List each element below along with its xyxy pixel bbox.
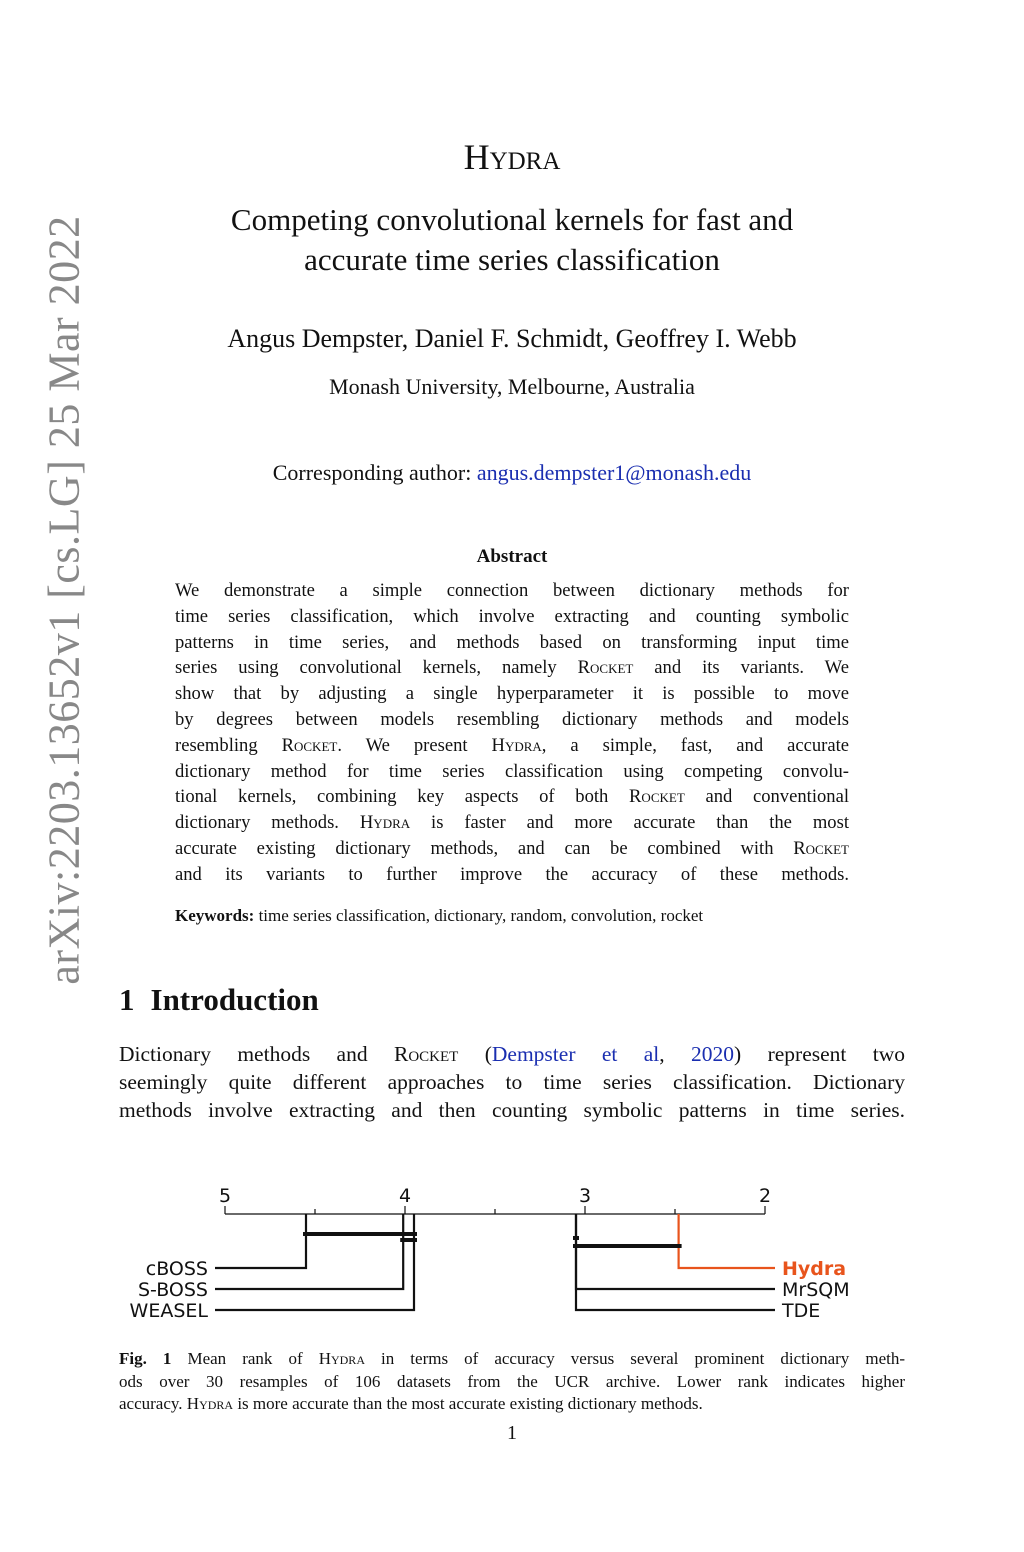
paper-subtitle (0, 200, 1024, 280)
email-link[interactable]: angus.dempster1@monash.edu (476, 460, 752, 485)
keywords-label: Keywords: (175, 906, 255, 925)
intro-text: ) represent two (734, 1042, 906, 1066)
cd-method-label: WEASEL (129, 1300, 208, 1322)
intro-paragraph (119, 1040, 905, 1124)
abstract-line: dictionary method for time series classification using competing convolu- (175, 760, 849, 782)
rocket-name: Rocket (793, 837, 849, 859)
cd-tick-label: 4 (398, 1185, 412, 1207)
keywords (175, 906, 849, 926)
caption-line-1 (119, 1348, 905, 1371)
intro-text: Dictionary methods and (119, 1042, 394, 1066)
abstract-line: dictionary methods. Hydra is faster and more accurate than the most (175, 812, 849, 834)
cd-method-line (576, 1214, 775, 1310)
intro-text: , (659, 1042, 692, 1066)
intro-line-2: seemingly quite different approaches to time series classification. Dictionary (119, 1070, 905, 1094)
section-number: 1 (119, 982, 135, 1017)
subtitle-line-1: Competing convolutional kernels for fast and (230, 202, 794, 237)
abstract-line: resembling Rocket. We present Hydra, a simple, fast, and accurate (175, 734, 849, 756)
corresponding-author (0, 460, 1024, 486)
hydra-name: Hydra (491, 734, 542, 756)
cd-method-label: cBOSS (145, 1258, 208, 1280)
caption-label: Fig. 1 (119, 1349, 172, 1368)
cd-method-line (215, 1214, 306, 1268)
section-title: Introduction (150, 982, 319, 1017)
abstract-line: series using convolutional kernels, namely Rocket and its variants. We (175, 657, 849, 679)
caption-text: Mean rank of (171, 1349, 319, 1368)
abstract-line: We demonstrate a simple connection between dictionary methods for (175, 580, 849, 601)
figure-caption (119, 1348, 905, 1416)
hydra-name: Hydra (186, 1394, 234, 1413)
citation-authors-link[interactable]: Dempster et al (491, 1042, 660, 1066)
caption-text: is more accurate than the most accurate existing dictionary methods. (233, 1394, 703, 1413)
cd-tick-label: 3 (578, 1185, 592, 1207)
cd-method-line (576, 1214, 775, 1289)
abstract-line: accurate existing dictionary methods, and can be combined with Rocket (175, 837, 849, 859)
rocket-name: Rocket (394, 1042, 459, 1066)
rocket-name: Rocket (629, 786, 685, 808)
cd-tick-label: 5 (218, 1185, 232, 1207)
keywords-text: time series classification, dictionary, random, convolution, rocket (254, 906, 704, 925)
intro-line-1 (119, 1040, 905, 1068)
cd-method-label: MrSQM (782, 1279, 850, 1301)
hydra-name: Hydra (318, 1349, 365, 1368)
abstract-body (175, 578, 849, 888)
cd-method-label: Hydra (782, 1258, 847, 1280)
authors: Angus Dempster, Daniel F. Schmidt, Geoffrey I. Webb (227, 324, 797, 353)
page-number: 1 (507, 1422, 517, 1444)
paper-title: Hydra (463, 137, 561, 177)
abstract-line: tional kernels, combining key aspects of both Rocket and conventional (175, 786, 849, 808)
caption-line-2: ods over 30 resamples of 106 datasets from the UCR archive. Lower rank indicates higher (119, 1371, 905, 1391)
rocket-name: Rocket (281, 734, 338, 756)
intro-line-3: methods involve extracting and then counting symbolic patterns in time series. (119, 1098, 905, 1122)
citation-year-link[interactable]: 2020 (691, 1042, 735, 1066)
cd-diagram-svg (110, 1178, 870, 1328)
caption-text: in terms of accuracy versus several prominent dictionary meth- (364, 1349, 906, 1368)
subtitle-line-2: accurate time series classification (304, 242, 720, 277)
cd-diagram (110, 1178, 870, 1328)
rocket-name: Rocket (577, 657, 634, 679)
abstract-line: show that by adjusting a single hyperparameter it is possible to move (175, 683, 849, 705)
abstract-line: by degrees between models resembling dictionary methods and models (175, 708, 849, 730)
cd-method-line (215, 1214, 414, 1310)
section-heading (119, 982, 319, 1018)
abstract-line: patterns in time series, and methods based on transforming input time (175, 631, 849, 653)
cd-method-line (679, 1214, 775, 1268)
intro-text: ( (458, 1042, 492, 1066)
cd-method-label: S-BOSS (137, 1279, 208, 1301)
arxiv-stamp: arXiv:2203.13652v1 [cs.LG] 25 Mar 2022 (39, 215, 89, 985)
caption-line-3 (119, 1393, 905, 1416)
hydra-name: Hydra (359, 812, 411, 834)
cd-method-label: TDE (782, 1300, 821, 1322)
abstract-heading: Abstract (476, 546, 548, 567)
affiliation: Monash University, Melbourne, Australia (329, 374, 695, 399)
corresponding-label: Corresponding author: (272, 460, 477, 485)
cd-tick-label: 2 (758, 1185, 772, 1207)
abstract-line: time series classification, which involve extracting and counting symbolic (175, 605, 849, 627)
abstract-line: and its variants to further improve the accuracy of these methods. (175, 863, 849, 885)
caption-text: accuracy. (119, 1394, 187, 1413)
cd-method-line (215, 1214, 403, 1289)
